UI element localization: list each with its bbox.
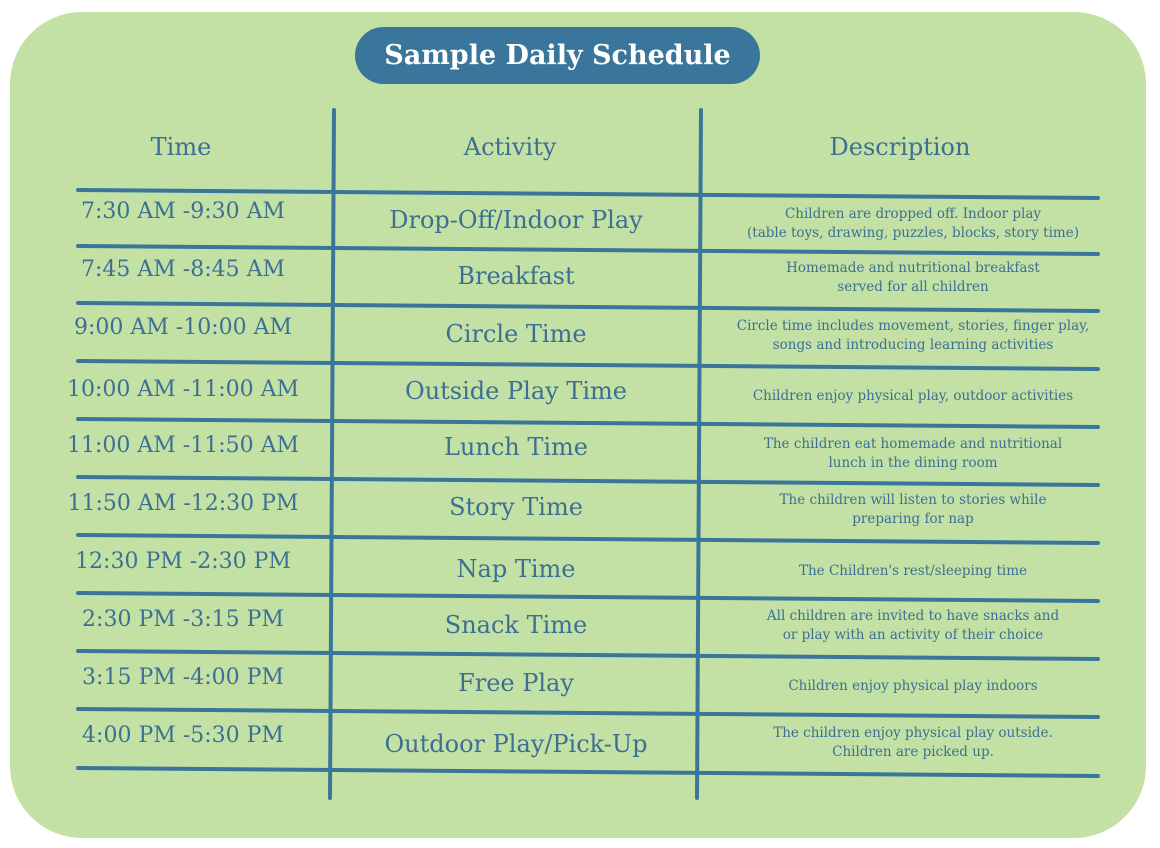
time-cell: 2:30 PM -3:15 PM xyxy=(82,607,284,632)
description-cell: Children enjoy physical play indoors xyxy=(788,678,1038,694)
description-cell: Circle time includes movement, stories, finger play, songs and introducing learning activities xyxy=(736,318,1090,353)
row-divider-line xyxy=(78,768,1098,776)
description-cell: Children are dropped off. Indoor play (table toys, drawing, puzzles, blocks, story time) xyxy=(747,206,1079,241)
row-divider-line xyxy=(78,593,1098,601)
row-divider-line xyxy=(78,419,1098,427)
row-divider-line xyxy=(78,709,1098,717)
row-divider-line xyxy=(78,246,1098,254)
activity-cell: Drop-Off/Indoor Play xyxy=(389,206,643,234)
activity-cell: Breakfast xyxy=(457,262,575,290)
activity-cell: Snack Time xyxy=(444,611,588,639)
time-cell: 11:50 AM -12:30 PM xyxy=(67,491,299,516)
row-divider-line xyxy=(78,303,1098,311)
activity-cell: Outdoor Play/Pick-Up xyxy=(384,730,648,758)
column-divider-line xyxy=(330,110,334,798)
row-divider-line xyxy=(78,651,1098,659)
time-cell: 4:00 PM -5:30 PM xyxy=(82,723,284,748)
activity-cell: Lunch Time xyxy=(443,433,589,461)
description-cell: The Children's rest/sleeping time xyxy=(798,563,1028,579)
description-cell: The children enjoy physical play outside. Children are picked up. xyxy=(773,725,1053,760)
time-cell: 7:30 AM -9:30 AM xyxy=(80,199,286,224)
column-header-time: Time xyxy=(150,133,212,161)
description-cell: All children are invited to have snacks and or play with an activity of their choice xyxy=(766,608,1060,643)
activity-cell: Circle Time xyxy=(445,320,587,348)
row-divider-line xyxy=(78,190,1098,198)
activity-cell: Story Time xyxy=(449,493,583,521)
row-divider-line xyxy=(78,361,1098,369)
time-cell: 9:00 AM -10:00 AM xyxy=(73,315,293,340)
time-cell: 11:00 AM -11:50 AM xyxy=(66,433,300,458)
description-cell: Homemade and nutritional breakfast served for all children xyxy=(786,260,1040,295)
description-cell: Children enjoy physical play, outdoor activities xyxy=(752,388,1074,404)
activity-cell: Nap Time xyxy=(456,555,576,583)
activity-cell: Free Play xyxy=(458,669,574,697)
time-cell: 12:30 PM -2:30 PM xyxy=(75,549,291,574)
time-cell: 3:15 PM -4:00 PM xyxy=(82,665,284,690)
time-cell: 10:00 AM -11:00 AM xyxy=(66,377,300,402)
column-header-description: Description xyxy=(829,133,971,161)
row-divider-line xyxy=(78,535,1098,543)
page-title-text: Sample Daily Schedule xyxy=(384,40,731,71)
column-header-activity: Activity xyxy=(463,133,557,161)
time-cell: 7:45 AM -8:45 AM xyxy=(80,257,286,282)
row-divider-line xyxy=(78,477,1098,485)
page-title xyxy=(355,27,760,84)
description-cell: The children eat homemade and nutritional lunch in the dining room xyxy=(763,436,1063,471)
activity-cell: Outside Play Time xyxy=(405,377,627,405)
column-divider-line xyxy=(697,110,701,798)
description-cell: The children will listen to stories while preparing for nap xyxy=(779,492,1047,527)
